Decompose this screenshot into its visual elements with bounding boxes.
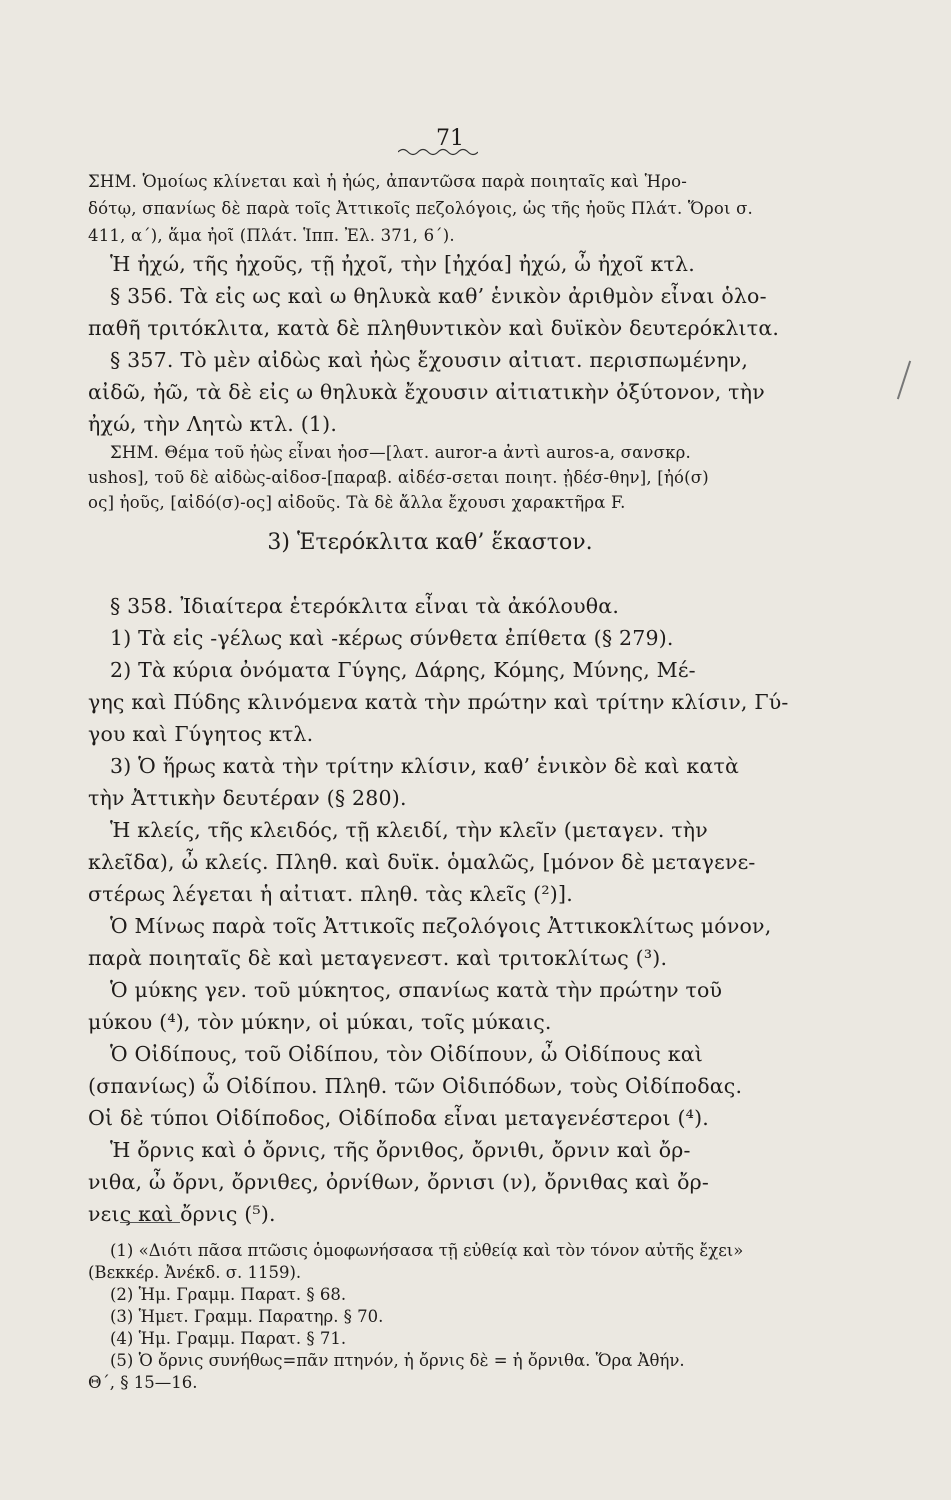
- note-sem-2: [88, 440, 772, 515]
- margin-pencil-mark: [897, 361, 911, 400]
- footnote-line: (2) Ἡμ. Γραμμ. Παρατ. § 68.: [110, 1285, 347, 1304]
- text-line: ΣΗΜ. Θέμα τοῦ ἠὼς εἶναι ἠοσ—[λατ. auror-a ἀντὶ auros-a, σανσκρ.: [110, 443, 691, 462]
- text-line: αἰδῶ, ἠῶ, τὰ δὲ εἰς ω θηλυκὰ ἔχουσιν αἰτιατικὴν ὀξύτονον, τὴν: [88, 380, 765, 404]
- text-line: Ἡ ὄρνις καὶ ὁ ὄρνις, τῆς ὄρνιθος, ὄρνιθι, ὄρνιν καὶ ὄρ-: [110, 1138, 691, 1162]
- text-line: 411, α΄), ἅμα ἠοῖ (Πλάτ. Ἱππ. Ἐλ. 371, 6΄).: [88, 226, 455, 245]
- text-line: Ὁ μύκης γεν. τοῦ μύκητος, σπανίως κατὰ τὴν πρώτην τοῦ: [110, 978, 723, 1002]
- text-line: 2) Τὰ κύρια ὀνόματα Γύγης, Δάρης, Κόμης, Μύνης, Μέ-: [110, 658, 696, 682]
- text-line: § 357. Τὸ μὲν αἰδὼς καὶ ἠὼς ἔχουσιν αἰτιατ. περισπωμένην,: [110, 348, 749, 372]
- footnote-line: (Βεκκέρ. Ἀνέκδ. σ. 1159).: [88, 1263, 302, 1282]
- text-line: μύκου (⁴), τὸν μύκην, οἱ μύκαι, τοῖς μύκαις.: [88, 1010, 552, 1034]
- text-line: § 358. Ἰδιαίτερα ἑτερόκλιτα εἶναι τὰ ἀκόλουθα.: [110, 594, 620, 618]
- footnote-line: (4) Ἡμ. Γραμμ. Παρατ. § 71.: [110, 1329, 347, 1348]
- footnote-line: (1) «Διότι πᾶσα πτῶσις ὁμοφωνήσασα τῇ εὐθείᾳ καὶ τὸν τόνον αὐτῆς ἔχει»: [110, 1241, 744, 1260]
- text-line: Οἱ δὲ τύποι Οἰδίποδος, Οἰδίποδα εἶναι μεταγενέστεροι (⁴).: [88, 1106, 710, 1130]
- footnote-line: Θ΄, § 15—16.: [88, 1373, 198, 1392]
- text-line: στέρως λέγεται ἡ αἰτιατ. πληθ. τὰς κλεῖς (²)].: [88, 882, 573, 906]
- text-line: Ὁ Οἰδίπους, τοῦ Οἰδίπου, τὸν Οἰδίπουν, ὦ Οἰδίπους καὶ: [110, 1042, 704, 1066]
- text-line: ΣΗΜ. Ὁμοίως κλίνεται καὶ ἡ ἠώς, ἀπαντῶσα παρὰ ποιηταῖς καὶ Ἡρο-: [88, 172, 688, 191]
- text-line: ος] ἠοῦς, [αἰδό(σ)-ος] αἰδοῦς. Τὰ δὲ ἄλλα ἔχουσι χαρακτῆρα F.: [88, 493, 626, 512]
- paragraph-357: [88, 344, 772, 440]
- section-heading: 3) Ἑτερόκλιτα καθ’ ἕκαστον.: [267, 530, 593, 555]
- text-line: ushos], τοῦ δὲ αἰδὼς-αἰδοσ-[παραβ. αἰδέσ-σεται ποιητ. ᾐδέσ-θην], [ἠό(σ): [88, 468, 709, 487]
- text-line: § 356. Τὰ εἰς ως καὶ ω θηλυκὰ καθ’ ἑνικὸν ἀριθμὸν εἶναι ὁλο-: [110, 284, 767, 308]
- text-line: Ὁ Μίνως παρὰ τοῖς Ἀττικοῖς πεζολόγοις Ἀττικοκλίτως μόνον,: [110, 914, 772, 938]
- paragraph-358: [88, 590, 789, 1230]
- text-line: νιθα, ὦ ὄρνι, ὄρνιθες, ὀρνίθων, ὄρνισι (ν), ὄρνιθας καὶ ὄρ-: [88, 1170, 710, 1194]
- text-line: παθῆ τριτόκλιτα, κατὰ δὲ πληθυντικὸν καὶ δυϊκὸν δευτερόκλιτα.: [88, 316, 780, 340]
- text-line: ἠχώ, τὴν Λητὼ κτλ. (1).: [88, 412, 338, 436]
- text-line: 3) Ὁ ἥρως κατὰ τὴν τρίτην κλίσιν, καθ’ ἑνικὸν δὲ καὶ κατὰ: [110, 754, 740, 778]
- text-line: δότῳ, σπανίως δὲ παρὰ τοῖς Ἀττικοῖς πεζολόγοις, ὡς τῆς ἠοῦς Πλάτ. Ὅροι σ.: [88, 199, 753, 218]
- text-line: Ἡ ἠχώ, τῆς ἠχοῦς, τῇ ἠχοῖ, τὴν [ἠχόα] ἠχώ, ὦ ἠχοῖ κτλ.: [110, 252, 695, 276]
- footnote-separator: [120, 1222, 180, 1223]
- text-line: 1) Τὰ εἰς -γέλως καὶ -κέρως σύνθετα ἐπίθετα (§ 279).: [110, 626, 674, 650]
- text-line: κλεῖδα), ὦ κλείς. Πληθ. καὶ δυϊκ. ὁμαλῶς, [μόνον δὲ μεταγενε-: [88, 850, 756, 874]
- footnote-line: (5) Ὁ ὄρνις συνήθως=πᾶν πτηνόν, ἡ ὄρνις δὲ = ἡ ὄρνιθα. Ὅρα Ἀθήν.: [110, 1351, 685, 1370]
- text-line: νεις καὶ ὄρνις (⁵).: [88, 1202, 276, 1226]
- footnotes: [88, 1240, 788, 1394]
- page-number: 71: [436, 126, 464, 151]
- text-line: γου καὶ Γύγητος κτλ.: [88, 722, 314, 746]
- text-line: τὴν Ἀττικὴν δευτέραν (§ 280).: [88, 786, 407, 810]
- text-line: παρὰ ποιηταῖς δὲ καὶ μεταγενεστ. καὶ τριτοκλίτως (³).: [88, 946, 668, 970]
- footnote-line: (3) Ἡμετ. Γραμμ. Παρατηρ. § 70.: [110, 1307, 384, 1326]
- wavy-ornament: [398, 147, 478, 157]
- note-sem-1: [88, 168, 772, 249]
- text-line: γης καὶ Πύδης κλινόμενα κατὰ τὴν πρώτην καὶ τρίτην κλίσιν, Γύ-: [88, 690, 789, 714]
- text-line: (σπανίως) ὦ Οἰδίπου. Πληθ. τῶν Οἰδιπόδων, τοὺς Οἰδίποδας.: [88, 1074, 743, 1098]
- text-line: Ἡ κλείς, τῆς κλειδός, τῇ κλειδί, τὴν κλεῖν (μεταγεν. τὴν: [110, 818, 708, 842]
- paragraph-356: [88, 248, 780, 344]
